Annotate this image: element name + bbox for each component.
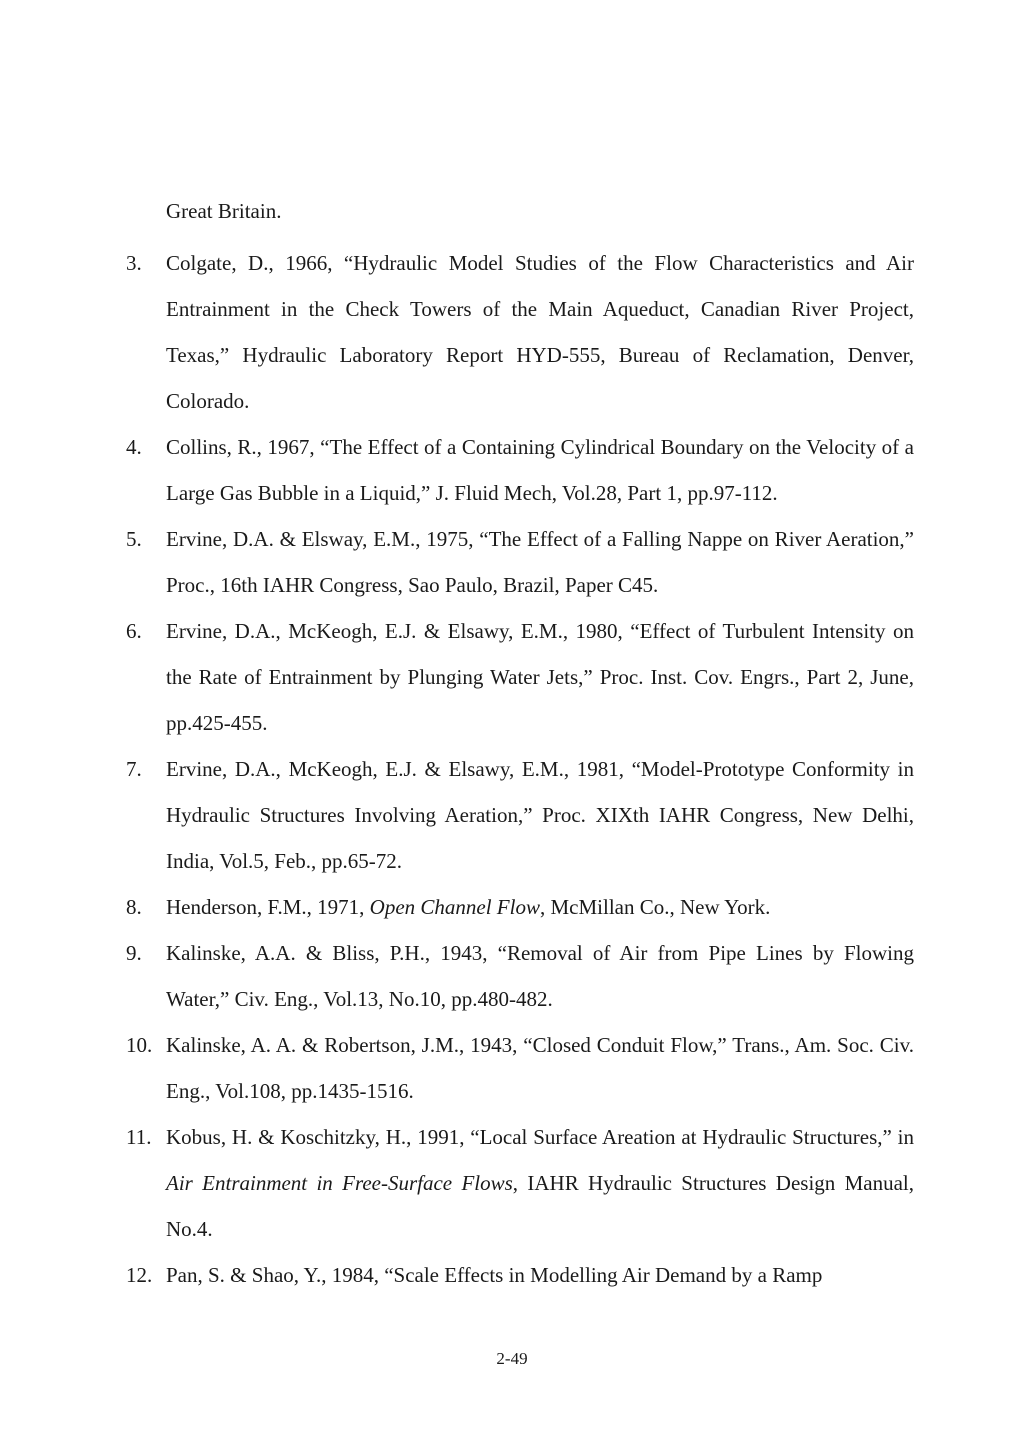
reference-text-part: , McMillan Co., New York. <box>539 895 771 919</box>
reference-text <box>166 746 914 884</box>
reference-item <box>126 930 914 1022</box>
reference-number: 12. <box>126 1263 153 1287</box>
reference-item <box>126 1252 914 1298</box>
reference-number: 3. <box>126 251 142 275</box>
reference-text <box>166 1114 914 1252</box>
reference-text-part: Ervine, D.A., McKeogh, E.J. & Elsawy, E.M., 1980, “Effect of Turbulent Intensity on the Rate of Entrainment by Plunging Water Jets,” Proc. Inst. Cov. Engrs., Part 2, June, pp.425-455. <box>166 619 914 735</box>
reference-text <box>166 1252 914 1298</box>
reference-number: 7. <box>126 757 142 781</box>
reference-text <box>166 516 914 608</box>
reference-text-part: , IAHR Hydraulic Structures Design Manual, No.4. <box>166 1171 914 1241</box>
reference-number: 9. <box>126 941 142 965</box>
reference-text-part: Ervine, D.A., McKeogh, E.J. & Elsawy, E.M., 1981, “Model-Prototype Conformity in Hydraulic Structures Involving Aeration,” Proc. XIXth IAHR Congress, New Delhi, India, Vol.5, Feb., pp.65-72. <box>166 757 914 873</box>
reference-text-part: Collins, R., 1967, “The Effect of a Containing Cylindrical Boundary on the Velocity of a Large Gas Bubble in a Liquid,” J. Fluid Mech, Vol.28, Part 1, pp.97-112. <box>166 435 914 505</box>
reference-item <box>126 1022 914 1114</box>
reference-text <box>166 1022 914 1114</box>
reference-number: 11. <box>126 1125 152 1149</box>
reference-item <box>126 240 914 424</box>
reference-text <box>166 884 914 930</box>
reference-text-part: Ervine, D.A. & Elsway, E.M., 1975, “The Effect of a Falling Nappe on River Aeration,” Proc., 16th IAHR Congress, Sao Paulo, Brazil, Paper C45. <box>166 527 914 597</box>
reference-text-part: Kobus, H. & Koschitzky, H., 1991, “Local Surface Areation at Hydraulic Structures,” in <box>166 1125 914 1149</box>
page-number: 2-49 <box>496 1349 528 1368</box>
reference-title-italic: Open Channel Flow <box>369 895 540 919</box>
reference-text <box>166 424 914 516</box>
reference-continuation-text: Great Britain. <box>166 199 282 223</box>
reference-item <box>126 516 914 608</box>
reference-item <box>126 746 914 884</box>
reference-number: 6. <box>126 619 142 643</box>
reference-text-part: Kalinske, A. A. & Robertson, J.M., 1943, “Closed Conduit Flow,” Trans., Am. Soc. Civ. Eng., Vol.108, pp.1435-1516. <box>166 1033 914 1103</box>
reference-text <box>166 930 914 1022</box>
reference-text-part: Kalinske, A.A. & Bliss, P.H., 1943, “Removal of Air from Pipe Lines by Flowing Water,” Civ. Eng., Vol.13, No.10, pp.480-482. <box>166 941 914 1011</box>
reference-item <box>126 424 914 516</box>
reference-text <box>166 608 914 746</box>
reference-list <box>126 240 914 1298</box>
reference-text-part: Colgate, D., 1966, “Hydraulic Model Studies of the Flow Characteristics and Air Entrainment in the Check Towers of the Main Aqueduct, Canadian River Project, Texas,” Hydraulic Laboratory Report HYD-555, Bureau of Reclamation, Denver, Colorado. <box>166 251 914 413</box>
reference-item <box>126 1114 914 1252</box>
reference-number: 4. <box>126 435 142 459</box>
reference-item <box>126 884 914 930</box>
reference-item <box>126 608 914 746</box>
reference-text-part: Pan, S. & Shao, Y., 1984, “Scale Effects in Modelling Air Demand by a Ramp <box>166 1263 823 1287</box>
reference-text <box>166 240 914 424</box>
reference-number: 8. <box>126 895 142 919</box>
reference-title-italic: Air Entrainment in Free-Surface Flows <box>166 1171 513 1195</box>
reference-number: 5. <box>126 527 142 551</box>
reference-number: 10. <box>126 1033 153 1057</box>
reference-text-part: Henderson, F.M., 1971, <box>166 895 370 919</box>
